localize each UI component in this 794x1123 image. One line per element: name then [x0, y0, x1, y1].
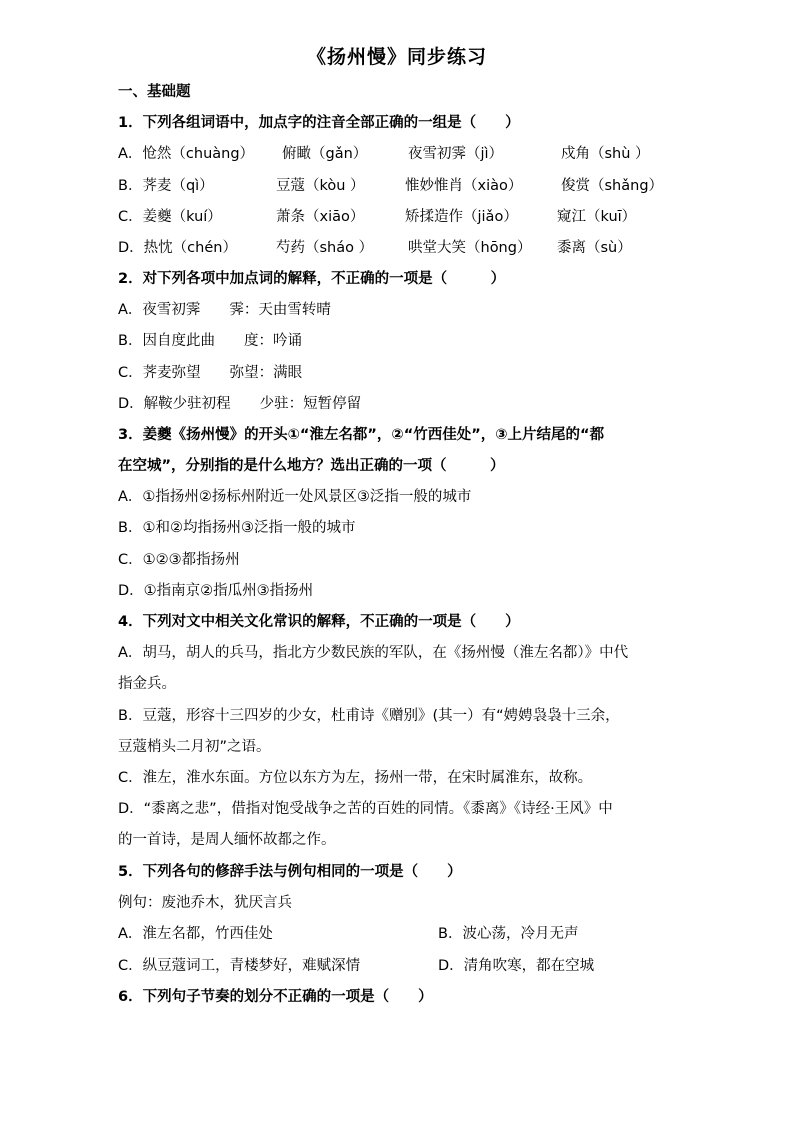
q5-option-d: D．清角吹寒，都在空城 [438, 958, 595, 974]
question-5-stem: 5．下列各句的修辞手法与例句相同的一项是（ ） [118, 864, 462, 880]
q4-line-3: B．豆蔻，形容十三四岁的少女，杜甫诗《赠别》(其一）有“娉娉袅袅十三余， [118, 708, 620, 724]
q3-option-a: A．①指扬州②扬标州附近一处风景区③泛指一般的城市 [118, 489, 472, 505]
q1-option-d-4: 黍离（sù） [557, 240, 632, 256]
question-1-stem: 1．下列各组词语中，加点字的注音全部正确的一组是（ ） [118, 115, 520, 131]
q2-option-a: A．夜雪初霁 霁：天由雪转晴 [118, 302, 331, 318]
question-4-stem: 4．下列对文中相关文化常识的解释，不正确的一项是（ ） [118, 614, 520, 630]
q1-option-a-3: 夜雪初霁（jì） [408, 146, 504, 162]
q4-line-5: C．淮左，淮水东面。方位以东方为左，扬州一带，在宋时属淮东，故称。 [118, 770, 593, 786]
q1-option-b-4: 俊赏（shǎng） [561, 178, 664, 194]
q1-option-b-2: 豆蔻（kòu ） [276, 178, 365, 194]
q1-option-b-1: B．荠麦（qì） [118, 178, 214, 194]
q3-option-c: C．①②③都指扬州 [118, 552, 240, 568]
q1-option-b-3: 惟妙惟肖（xiào） [405, 178, 523, 194]
q3-option-b: B．①和②均指扬州③泛指一般的城市 [118, 520, 356, 536]
q5-option-a: A．淮左名都，竹西佳处 [118, 926, 273, 942]
q1-option-d-3: 哄堂大笑（hōng） [408, 240, 532, 256]
q1-option-a-4: 戍角（shù ） [561, 146, 650, 162]
q1-option-d-2: 芍药（sháo ） [276, 240, 374, 256]
q1-option-a-2: 俯瞰（gǎn） [282, 146, 368, 162]
q4-line-7: 的一首诗，是周人缅怀故都之作。 [118, 832, 336, 848]
question-3-stem-line-1: 3．姜夔《扬州慢》的开头①“淮左名都”，②“竹西佳处”，③上片结尾的“都 [118, 427, 605, 443]
question-6-stem: 6．下列句子节奏的划分不正确的一项是（ ） [118, 989, 433, 1005]
q4-line-4: 豆蔻梢头二月初”之语。 [118, 739, 271, 755]
q1-option-a-1: A．怆然（chuàng） [118, 146, 255, 162]
question-2-stem: 2．对下列各项中加点词的解释，不正确的一项是（ ） [118, 271, 506, 287]
q1-option-c-3: 矫揉造作（jiǎo） [405, 209, 518, 225]
q5-example: 例句：废池乔木，犹厌言兵 [118, 895, 292, 911]
q2-option-c: C．荠麦弥望 弥望：满眼 [118, 365, 303, 381]
q5-option-b: B．波心荡，冷月无声 [438, 926, 579, 942]
page-title: 《扬州慢》同步练习 [306, 46, 487, 68]
q4-line-6: D．“黍离之悲”，借指对饱受战争之苦的百姓的同情。《黍离》《诗经·王风》中 [118, 801, 613, 817]
q4-line-2: 指金兵。 [118, 676, 176, 692]
q3-option-d: D．①指南京②指瓜州③指扬州 [118, 583, 314, 599]
section-heading: 一、基础题 [118, 84, 191, 100]
q4-line-1: A．胡马，胡人的兵马，指北方少数民族的军队，在《扬州慢（淮左名都）》中代 [118, 645, 629, 661]
q2-option-b: B．因自度此曲 度：吟诵 [118, 333, 302, 349]
q1-option-c-2: 萧条（xiāo） [276, 209, 365, 225]
q1-option-d-1: D．热忱（chén） [118, 240, 237, 256]
question-3-stem-line-2: 在空城”，分别指的是什么地方？选出正确的一项（ ） [118, 458, 505, 474]
q1-option-c-4: 窥江（kuī） [557, 209, 637, 225]
q1-option-c-1: C．姜夔（kuí） [118, 209, 222, 225]
q2-option-d: D．解鞍少驻初程 少驻：短暂停留 [118, 396, 362, 412]
q5-option-c: C．纵豆蔻词工，青楼梦好，难赋深情 [118, 958, 361, 974]
